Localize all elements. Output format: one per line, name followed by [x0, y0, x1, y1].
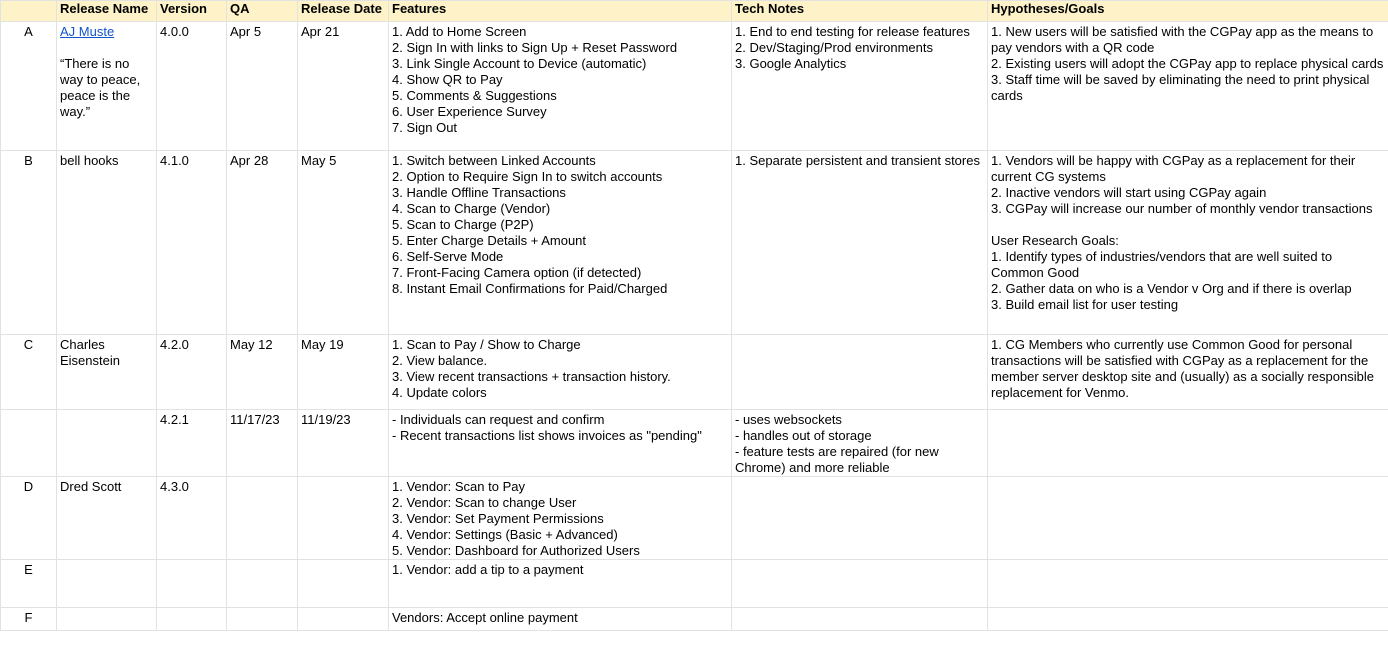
cell-line: 1. Vendor: Scan to Pay [392, 479, 525, 494]
cell-features[interactable] [389, 410, 732, 477]
cell-line: 1. CG Members who currently use Common Good for personal transactions will be satisfied with CGPay as a replacement for the member server desktop site and (usually) as a socially responsible replacement for Venmo. [991, 337, 1378, 400]
cell-goals[interactable] [988, 477, 1388, 560]
cell-letter[interactable]: B [1, 151, 57, 335]
cell-line: - Individuals can request and confirm [392, 412, 605, 427]
cell-line: 1. Add to Home Screen [392, 24, 527, 39]
release-row-d [1, 477, 1388, 560]
cell-letter[interactable]: E [1, 560, 57, 608]
cell-tech-notes[interactable] [732, 410, 988, 477]
cell-features[interactable] [389, 608, 732, 631]
cell-release-name[interactable] [57, 608, 157, 631]
cell-version[interactable]: 4.1.0 [157, 151, 227, 335]
cell-release-date[interactable]: May 5 [298, 151, 389, 335]
cell-line: 2. Gather data on who is a Vendor v Org and if there is overlap [991, 281, 1352, 296]
header-row [1, 1, 1388, 22]
cell-qa[interactable]: Apr 5 [227, 22, 298, 151]
cell-goals[interactable] [988, 560, 1388, 608]
cell-line: - handles out of storage [735, 428, 872, 443]
release-row-b [1, 151, 1388, 335]
cell-line: 3. Staff time will be saved by eliminating the need to print physical cards [991, 72, 1374, 103]
cell-features[interactable] [389, 335, 732, 410]
cell-qa[interactable] [227, 477, 298, 560]
cell-qa[interactable] [227, 608, 298, 631]
cell-line: 1. Vendors will be happy with CGPay as a replacement for their current CG systems [991, 153, 1359, 184]
cell-qa[interactable]: 11/17/23 [227, 410, 298, 477]
cell-qa[interactable]: May 12 [227, 335, 298, 410]
cell-line: 2. Sign In with links to Sign Up + Reset Password [392, 40, 678, 55]
cell-features[interactable] [389, 151, 732, 335]
cell-line: User Research Goals: [991, 233, 1119, 248]
cell-line: 4. Show QR to Pay [392, 72, 503, 87]
cell-line: 3. Link Single Account to Device (automatic) [392, 56, 647, 71]
cell-line: 1. End to end testing for release features [735, 24, 970, 39]
cell-line: 1. Switch between Linked Accounts [392, 153, 596, 168]
cell-release-name[interactable]: bell hooks [57, 151, 157, 335]
cell-line: - Recent transactions list shows invoices as "pending" [392, 428, 702, 443]
cell-line: 4. Update colors [392, 385, 487, 400]
cell-letter[interactable]: C [1, 335, 57, 410]
cell-line: 3. View recent transactions + transaction history. [392, 369, 671, 384]
header-goals[interactable]: Hypotheses/Goals [988, 1, 1388, 22]
cell-letter[interactable]: F [1, 608, 57, 631]
cell-release-date[interactable] [298, 477, 389, 560]
cell-goals[interactable] [988, 151, 1388, 335]
cell-line [991, 217, 1385, 233]
cell-line: Vendors: Accept online payment [392, 610, 578, 625]
cell-letter[interactable]: A [1, 22, 57, 151]
cell-goals[interactable] [988, 608, 1388, 631]
cell-version[interactable]: 4.2.0 [157, 335, 227, 410]
cell-release-date[interactable]: May 19 [298, 335, 389, 410]
cell-line: 1. Vendor: add a tip to a payment [392, 562, 584, 577]
cell-line: 4. Scan to Charge (Vendor) [392, 201, 551, 216]
cell-version[interactable]: 4.2.1 [157, 410, 227, 477]
cell-tech-notes[interactable] [732, 151, 988, 335]
cell-goals[interactable] [988, 410, 1388, 477]
cell-line: 6. User Experience Survey [392, 104, 547, 119]
cell-line: 2. Existing users will adopt the CGPay app to replace physical cards [991, 56, 1384, 71]
cell-release-name[interactable]: Dred Scott [57, 477, 157, 560]
release-row-e [1, 560, 1388, 608]
cell-line: - feature tests are repaired (for new Chrome) and more reliable [735, 444, 943, 475]
cell-line: 1. New users will be satisfied with the CGPay app as the means to pay vendors with a QR code [991, 24, 1377, 55]
cell-version[interactable]: 4.3.0 [157, 477, 227, 560]
release-row-c [1, 335, 1388, 410]
cell-qa[interactable]: Apr 28 [227, 151, 298, 335]
release-row-f [1, 608, 1388, 631]
header-qa[interactable]: QA [227, 1, 298, 22]
header-letter[interactable] [1, 1, 57, 22]
cell-tech-notes[interactable] [732, 22, 988, 151]
cell-line: 5. Enter Charge Details + Amount [392, 233, 587, 248]
cell-line: 3. Vendor: Set Payment Permissions [392, 511, 604, 526]
cell-line: 2. Vendor: Scan to change User [392, 495, 577, 510]
cell-letter[interactable] [1, 410, 57, 477]
cell-goals[interactable] [988, 335, 1388, 410]
cell-line: 5. Vendor: Dashboard for Authorized Users [392, 543, 640, 558]
cell-features[interactable] [389, 477, 732, 560]
release-quote: “There is no way to peace, peace is the way.” [60, 56, 144, 119]
cell-release-date[interactable] [298, 560, 389, 608]
header-features[interactable]: Features [389, 1, 732, 22]
cell-line: 8. Instant Email Confirmations for Paid/Charged [392, 281, 668, 296]
cell-line: 3. Google Analytics [735, 56, 847, 71]
cell-line: 1. Identify types of industries/vendors that are well suited to Common Good [991, 249, 1336, 280]
cell-line: 2. Option to Require Sign In to switch accounts [392, 169, 663, 184]
cell-line: 7. Sign Out [392, 120, 458, 135]
cell-release-date[interactable]: 11/19/23 [298, 410, 389, 477]
cell-release-name[interactable] [57, 410, 157, 477]
cell-line: 2. View balance. [392, 353, 488, 368]
cell-line: 3. CGPay will increase our number of monthly vendor transactions [991, 201, 1373, 216]
cell-line: 7. Front-Facing Camera option (if detected) [392, 265, 642, 280]
cell-version[interactable] [157, 560, 227, 608]
cell-line: - uses websockets [735, 412, 842, 427]
cell-goals[interactable] [988, 22, 1388, 151]
release-row-c-patch [1, 410, 1388, 477]
cell-line: 1. Scan to Pay / Show to Charge [392, 337, 581, 352]
cell-release-name[interactable] [57, 22, 157, 151]
cell-line: 5. Comments & Suggestions [392, 88, 557, 103]
cell-release-date[interactable]: Apr 21 [298, 22, 389, 151]
header-release-name[interactable]: Release Name [57, 1, 157, 22]
cell-features[interactable] [389, 560, 732, 608]
cell-qa[interactable] [227, 560, 298, 608]
cell-line: 1. Separate persistent and transient stores [735, 153, 980, 168]
cell-features[interactable] [389, 22, 732, 151]
cell-tech-notes[interactable] [732, 608, 988, 631]
cell-line: 2. Inactive vendors will start using CGPay again [991, 185, 1267, 200]
cell-line: 4. Vendor: Settings (Basic + Advanced) [392, 527, 618, 542]
cell-line: 6. Self-Serve Mode [392, 249, 504, 264]
cell-tech-notes[interactable] [732, 335, 988, 410]
cell-letter[interactable]: D [1, 477, 57, 560]
cell-line: 5. Scan to Charge (P2P) [392, 217, 534, 232]
cell-line: 2. Dev/Staging/Prod environments [735, 40, 933, 55]
cell-release-name[interactable]: Charles Eisenstein [57, 335, 157, 410]
cell-tech-notes[interactable] [732, 477, 988, 560]
cell-line: 3. Handle Offline Transactions [392, 185, 566, 200]
release-name-link[interactable]: AJ Muste [60, 24, 115, 39]
cell-version[interactable] [157, 608, 227, 631]
cell-version[interactable]: 4.0.0 [157, 22, 227, 151]
cell-line: 3. Build email list for user testing [991, 297, 1179, 312]
header-release-date[interactable]: Release Date [298, 1, 389, 22]
cell-release-date[interactable] [298, 608, 389, 631]
release-row-a [1, 22, 1388, 151]
cell-release-name[interactable] [57, 560, 157, 608]
header-tech-notes[interactable]: Tech Notes [732, 1, 988, 22]
cell-tech-notes[interactable] [732, 560, 988, 608]
header-version[interactable]: Version [157, 1, 227, 22]
